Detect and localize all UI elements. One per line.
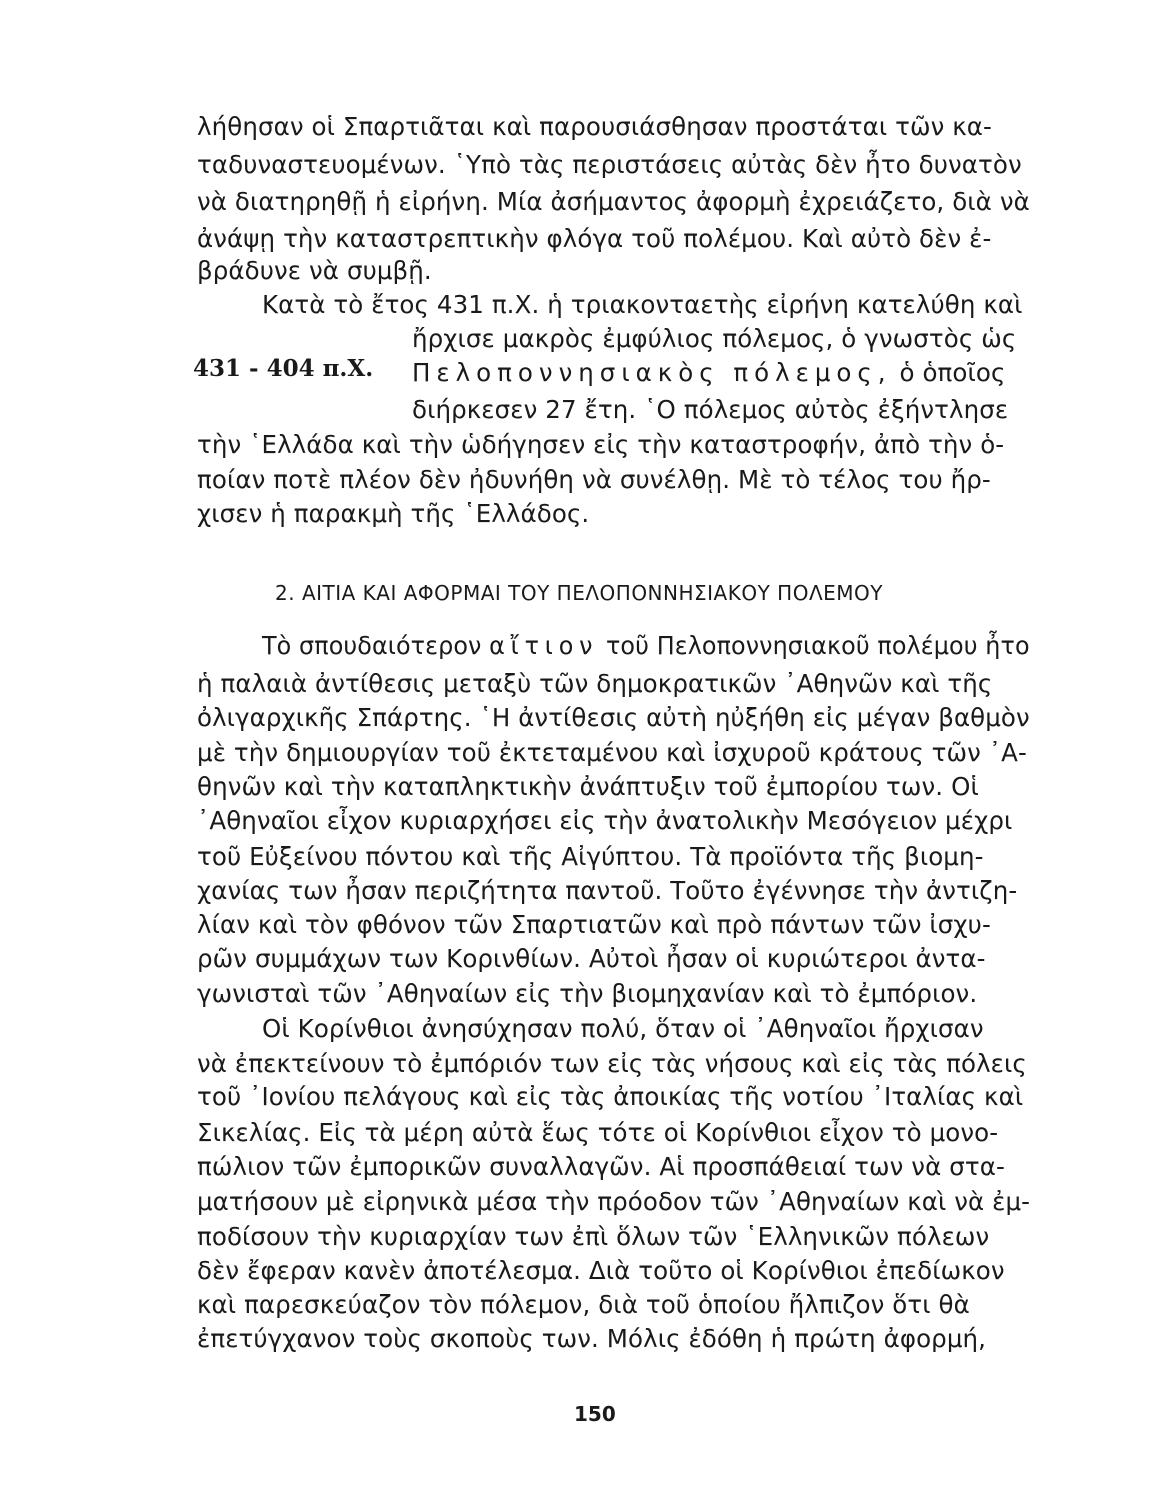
text-line: δὲν ἔφεραν κανὲν ἀποτέλεσμα. Διὰ τοῦτο οἱ Κορίνθιοι ἐπεδίωκον <box>197 1256 1005 1285</box>
margin-date-label: 431 - 404 π.Χ. <box>193 355 374 382</box>
text-line: ὀλιγαρχικῆς Σπάρτης. ῾Η ἀντίθεσις αὐτὴ ηὐξήθη εἰς μέγαν βαθμὸν <box>197 703 1030 732</box>
text-line: μὲ τὴν δημιουργίαν τοῦ ἐκτεταμένου καὶ ἰσχυροῦ κράτους τῶν ᾿Α- <box>197 738 1027 767</box>
text-line: ἤρχισε μακρὸς ἐμφύλιος πόλεμος, ὁ γνωστὸς ὡς <box>412 324 1017 353</box>
text-line: ποίαν ποτὲ πλέον δὲν ἠδυνήθη νὰ συνέλθῃ. Μὲ τὸ τέλος του ἤρ- <box>197 465 991 494</box>
text-line: ἀνάψῃ τὴν καταστρεπτικὴν φλόγα τοῦ πολέμου. Καὶ αὐτὸ δὲν ἐ- <box>197 224 992 253</box>
text-line: διήρκεσεν 27 ἔτη. ῾Ο πόλεμος αὐτὸς ἐξήντλησε <box>412 395 1009 424</box>
section-heading: 2. ΑΙΤΙΑ ΚΑΙ ΑΦΟΡΜΑΙ ΤΟΥ ΠΕΛΟΠΟΝΝΗΣΙΑΚΟΥ ΠΟΛΕΜΟΥ <box>275 581 883 605</box>
emphasized-term: αἴτιον <box>489 631 599 660</box>
text-line: Κατὰ τὸ ἔτος 431 π.Χ. ἡ τριακονταετὴς εἰρήνη κατελύθη καὶ <box>262 290 1023 319</box>
emphasized-term: Πελοποννησιακὸς πόλεμος, <box>412 358 892 387</box>
text-line: ἐπετύγχανον τοὺς σκοποὺς των. Μόλις ἐδόθη ἡ πρώτη ἀφορμή, <box>197 1324 987 1353</box>
text-line: ποδίσουν τὴν κυριαρχίαν των ἐπὶ ὅλων τῶν ῾Ελληνικῶν πόλεων <box>197 1222 990 1251</box>
text-line: Σικελίας. Εἰς τὰ μέρη αὐτὰ ἕως τότε οἱ Κορίνθιοι εἶχον τὸ μονο- <box>197 1118 999 1147</box>
text-line: λίαν καὶ τὸν φθόνον τῶν Σπαρτιατῶν καὶ πρὸ πάντων τῶν ἰσχυ- <box>197 910 991 939</box>
text-line: θηνῶν καὶ τὴν καταπληκτικὴν ἀνάπτυξιν τοῦ ἐμπορίου των. Οἱ <box>197 772 979 801</box>
text-line: χανίας των ἦσαν περιζήτητα παντοῦ. Τοῦτο ἐγέννησε τὴν ἀντιζη- <box>197 876 1018 905</box>
text-fragment: Τὸ σπουδαιότερον <box>262 631 490 660</box>
text-line: βράδυνε νὰ συμβῇ. <box>197 256 432 285</box>
text-line <box>412 358 1005 388</box>
text-line: τοῦ Εὐξείνου πόντου καὶ τῆς Αἰγύπτου. Τὰ προϊόντα τῆς βιομη- <box>197 842 984 871</box>
text-line: ἡ παλαιὰ ἀντίθεσις μεταξὺ τῶν δημοκρατικῶν ᾿Αθηνῶν καὶ τῆς <box>197 669 993 698</box>
text-line: ρῶν συμμάχων των Κορινθίων. Αὐτοὶ ἦσαν οἱ κυριώτεροι ἀντα- <box>197 944 986 973</box>
text-line: χισεν ἡ παρακμὴ τῆς ῾Ελλάδος. <box>197 499 590 528</box>
page-number: 150 <box>574 1402 616 1426</box>
text-line: ταδυναστευομένων. ῾Υπὸ τὰς περιστάσεις αὐτὰς δὲν ἦτο δυνατὸν <box>197 150 1022 179</box>
text-line: ματήσουν μὲ εἰρηνικὰ μέσα τὴν πρόοδον τῶν ᾿Αθηναίων καὶ νὰ ἐμ- <box>197 1187 1031 1216</box>
text-line: πώλιον τῶν ἐμπορικῶν συναλλαγῶν. Αἱ προσπάθειαί των νὰ στα- <box>197 1152 1005 1181</box>
text-fragment: τοῦ Πελοποννησιακοῦ πολέμου ἦτο <box>598 631 1030 660</box>
text-fragment: ὁ ὁποῖος <box>891 358 1006 387</box>
text-line: καὶ παρεσκεύαζον τὸν πόλεμον, διὰ τοῦ ὁποίου ἤλπιζον ὅτι θὰ <box>197 1290 970 1319</box>
text-line: τὴν ῾Ελλάδα καὶ τὴν ὡδήγησεν εἰς τὴν καταστροφήν, ἀπὸ τὴν ὁ- <box>197 430 1005 459</box>
text-line: λήθησαν οἱ Σπαρτιᾶται καὶ παρουσιάσθησαν προστάται τῶν κα- <box>197 112 992 141</box>
text-line: νὰ διατηρηθῇ ἡ εἰρήνη. Μία ἀσήμαντος ἀφορμὴ ἐχρειάζετο, διὰ νὰ <box>197 187 1030 216</box>
text-line: τοῦ ᾿Ιονίου πελάγους καὶ εἰς τὰς ἀποικίας τῆς νοτίου ᾿Ιταλίας καὶ <box>197 1082 1024 1111</box>
text-line: ᾿Αθηναῖοι εἶχον κυριαρχήσει εἰς τὴν ἀνατολικὴν Μεσόγειον μέχρι <box>197 806 1013 835</box>
text-line: νὰ ἐπεκτείνουν τὸ ἐμπόριόν των εἰς τὰς νήσους καὶ εἰς τὰς πόλεις <box>197 1049 1027 1078</box>
text-line: γωνισταὶ τῶν ᾿Αθηναίων εἰς τὴν βιομηχανίαν καὶ τὸ ἐμπόριον. <box>197 979 978 1008</box>
text-line <box>262 631 1030 661</box>
text-line: Οἱ Κορίνθιοι ἀνησύχησαν πολύ, ὅταν οἱ ᾿Αθηναῖοι ἤρχισαν <box>262 1014 984 1043</box>
